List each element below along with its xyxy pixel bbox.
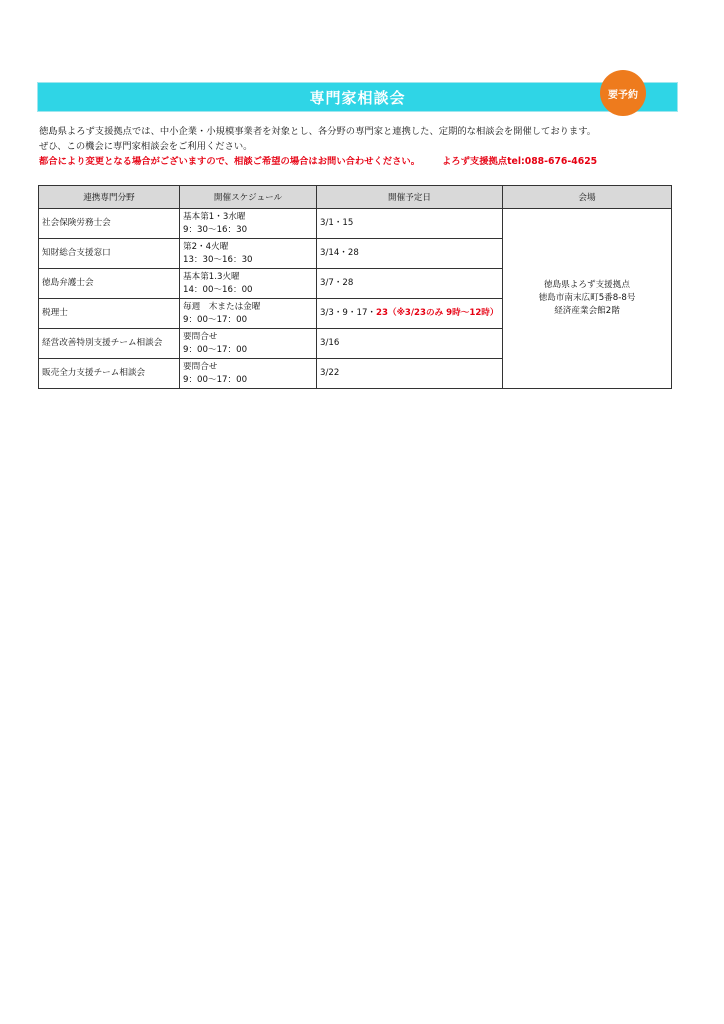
schedule-time: 14：00〜16：00 [183, 284, 253, 295]
schedule-day: 要問合せ [183, 331, 218, 342]
badge-label: 要予約 [608, 89, 638, 101]
notice-line [39, 154, 689, 169]
title-banner [37, 82, 678, 112]
schedule-day: 毎週 木または金曜 [183, 301, 261, 312]
schedule-cell [180, 299, 317, 329]
dates-cell [317, 299, 503, 329]
dates-cell: 3/14・28 [317, 239, 503, 269]
field-cell: 社会保険労務士会 [39, 209, 180, 239]
schedule-day: 基本第1・3水曜 [183, 211, 246, 222]
dates-special-note: 23（※3/23のみ 9時〜12時） [376, 308, 499, 318]
intro-line-2: ぜひ、この機会に専門家相談会をご利用ください。 [39, 141, 253, 152]
schedule-cell [180, 329, 317, 359]
schedule-table [38, 185, 672, 389]
dates-cell: 3/16 [317, 329, 503, 359]
table-row [39, 209, 672, 239]
contact-phone: よろず支援拠点tel:088-676-4625 [442, 156, 598, 167]
field-cell: 税理士 [39, 299, 180, 329]
venue-cell [503, 209, 672, 389]
header-dates: 開催予定日 [317, 186, 503, 209]
field-cell: 知財総合支援窓口 [39, 239, 180, 269]
dates-cell: 3/22 [317, 359, 503, 389]
intro-line-1: 徳島県よろず支援拠点では、中小企業・小規模事業者を対象とし、各分野の専門家と連携した、定期的な相談会を開催しております。 [39, 126, 597, 137]
schedule-cell [180, 209, 317, 239]
dates-text: 3/3・9・17・ [320, 308, 377, 318]
header-field: 連携専門分野 [39, 186, 180, 209]
intro-text [39, 124, 689, 169]
schedule-cell [180, 239, 317, 269]
schedule-day: 要問合せ [183, 361, 218, 372]
schedule-time: 9：00〜17：00 [183, 344, 248, 355]
venue-name: 徳島県よろず支援拠点 [544, 280, 630, 290]
header-venue: 会場 [503, 186, 672, 209]
field-cell: 販売全力支援チーム相談会 [39, 359, 180, 389]
field-cell: 経営改善特別支援チーム相談会 [39, 329, 180, 359]
schedule-day: 基本第1.3火曜 [183, 271, 240, 282]
schedule-cell [180, 359, 317, 389]
dates-cell: 3/1・15 [317, 209, 503, 239]
page-title: 専門家相談会 [309, 88, 406, 107]
schedule-time: 13：30〜16：30 [183, 254, 253, 265]
schedule-time: 9：00〜17：00 [183, 374, 248, 385]
schedule-cell [180, 269, 317, 299]
field-cell: 徳島弁護士会 [39, 269, 180, 299]
header-schedule: 開催スケジュール [180, 186, 317, 209]
schedule-day: 第2・4火曜 [183, 241, 229, 252]
table-header-row [39, 186, 672, 209]
venue-address: 徳島市南末広町5番8-8号 [538, 293, 636, 303]
reservation-required-badge [600, 70, 646, 116]
dates-cell: 3/7・28 [317, 269, 503, 299]
notice-text: 都合により変更となる場合がございますので、相談ご希望の場合はお問い合わせください。 [39, 156, 420, 167]
venue-building: 経済産業会館2階 [554, 306, 620, 316]
schedule-time: 9：30〜16：30 [183, 224, 248, 235]
schedule-time: 9：00〜17：00 [183, 314, 248, 325]
